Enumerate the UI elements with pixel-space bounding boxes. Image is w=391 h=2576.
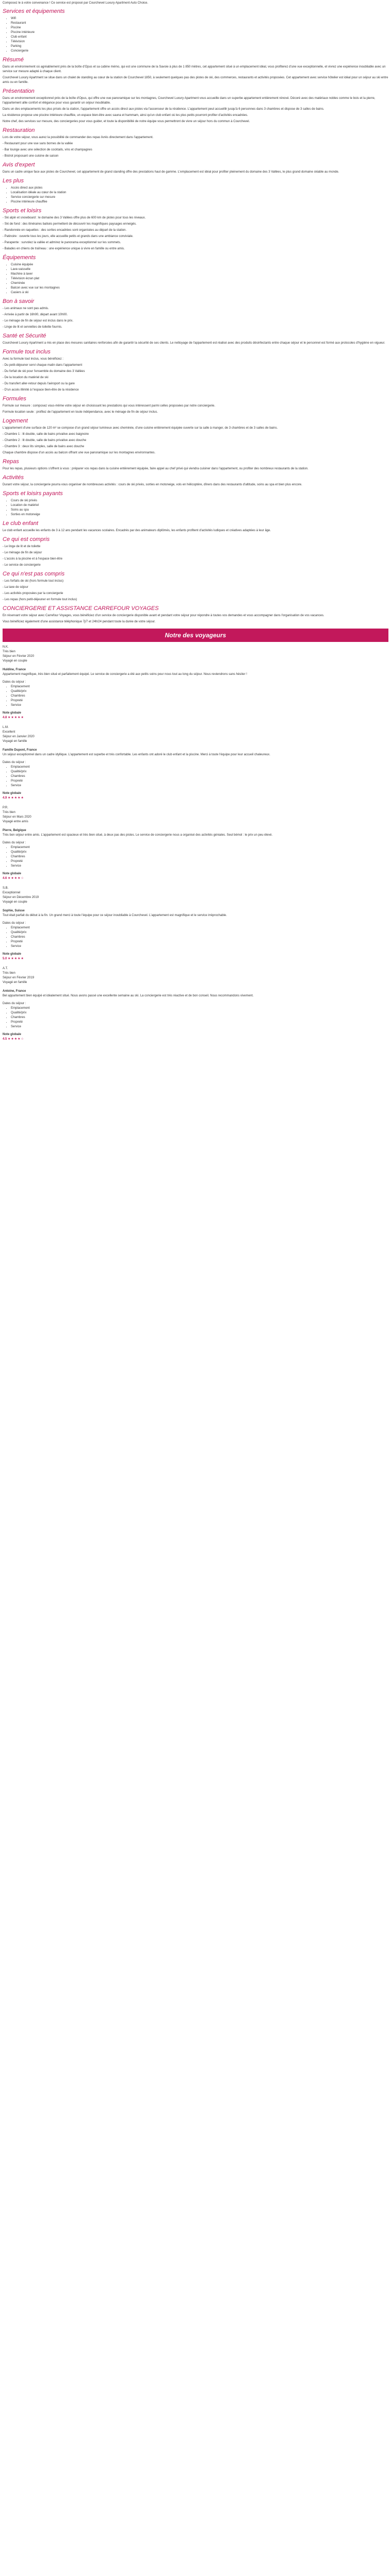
review-criterion: • Emplacement xyxy=(11,1006,388,1011)
review-field: Séjour en Janvier 2020 xyxy=(3,735,35,738)
review-heading: Note globale xyxy=(3,1033,22,1036)
section-title: Les plus xyxy=(3,178,24,184)
list-item: • Sorties en motoneige xyxy=(11,513,388,517)
review-heading: Note globale xyxy=(3,953,22,956)
review-criterion: • Qualité/prix xyxy=(11,930,388,935)
review-criteria xyxy=(3,685,388,708)
star-rating-icon: ★★★★★ xyxy=(8,796,24,800)
section-title: Présentation xyxy=(3,88,35,94)
paragraph: Formule sur mesure : composez vous-même votre séjour en choisissant les prestations qui vous intéressent parmi celles proposées par notre conciergerie. xyxy=(3,404,216,408)
review-field: Voyagé en famille xyxy=(3,981,27,984)
section-title: Logement xyxy=(3,418,28,424)
review-dates-label: Dates du séjour : xyxy=(3,761,26,764)
paragraph: Courchevel Luxury Apartment a mis en place des mesures sanitaires renforcées afin de garantir la sécurité de ses clients. Le nettoyage de l'appartement est réalisé avec des produits désinfectants entre chaque séjour et le personnel est formé aux protocoles d'hygiène en vigueur. xyxy=(3,342,385,345)
review-text: Bel appartement bien équipé et idéalement situé. Nous avons passé une excellente semaine au ski. La conciergerie est très réactive et de bon conseil. Nous recommandons vivement. xyxy=(3,994,254,997)
review-criteria xyxy=(3,1006,388,1029)
paragraph: - Du petit-déjeuner servi chaque matin dans l'appartement xyxy=(3,364,83,367)
review-field: P.R. xyxy=(3,806,8,809)
equipements-section xyxy=(3,255,388,295)
paragraph: Durant votre séjour, la conciergerie pourra vous organiser de nombreuses activités : cours de ski privés, sorties en motoneige, vols en hélicoptère, dîners dans des restaurants d'altitude, soins au spa et bien plus encore. xyxy=(3,483,302,486)
review-dates-label: Dates du séjour : xyxy=(3,922,26,925)
paragraph: Le club enfant accueille les enfants de 3 à 12 ans pendant les vacances scolaires. Encadrés par des animateurs diplômés, les enfants profitent d'activités ludiques et créatives adaptées à leur âge. xyxy=(3,529,271,532)
list-item: • Télévision écran plat xyxy=(11,277,388,281)
review-field: Séjour en Décembre 2019 xyxy=(3,896,39,899)
review-field: Exceptionnel xyxy=(3,891,21,894)
paragraph: - Randonnée en raquettes : des sorties encadrées sont organisées au départ de la station. xyxy=(3,229,127,232)
paragraph: Lors de votre séjour, vous aurez la possibilité de commander des repas livrés directement dans l'appartement. xyxy=(3,136,154,139)
paragraph: - La taxe de séjour xyxy=(3,586,28,589)
avis-section xyxy=(3,162,388,175)
section-title: Formules xyxy=(3,396,26,402)
sante-section xyxy=(3,333,388,346)
review-criteria xyxy=(3,845,388,869)
list-item: • Localisation idéale au cœur de la station xyxy=(11,191,388,195)
paragraph: Courchevel Luxury Apartment se situe dans un chalet de standing au cœur de la station de Courchevel 1850, à seulement quelques pas des pistes de ski, des commerces, restaurants et activités proposées. Cet appartement avec service hôtelier est idéal pour un séjour au ski entre amis ou en famille. xyxy=(3,76,388,84)
list-item: • Casiers à ski xyxy=(11,291,388,295)
paragraph: - Du transfert aller-retour depuis l'aéroport ou la gare xyxy=(3,382,75,385)
paragraph: - Ski alpin et snowboard : le domaine des 3 Vallées offre plus de 600 km de pistes pour tous les niveaux. xyxy=(3,216,146,219)
review-field: Voyagé en couple xyxy=(3,901,27,904)
review-criterion: • Emplacement xyxy=(11,685,388,689)
resume-section xyxy=(3,57,388,85)
non-compris-section xyxy=(3,571,388,602)
review-field: Séjour en Février 2019 xyxy=(3,976,35,979)
review-criterion: • Chambres xyxy=(11,774,388,779)
review-field: Voyagé en famille xyxy=(3,740,27,743)
paragraph: - Bar lounge avec une sélection de cocktails, vins et champagnes xyxy=(3,148,92,151)
review-criterion: • Qualité/prix xyxy=(11,689,388,694)
sports-payants-list xyxy=(3,499,388,517)
plus-list xyxy=(3,186,388,205)
reviews-list xyxy=(3,645,388,1042)
review-criterion: • Chambres xyxy=(11,935,388,940)
review-field: Excellent xyxy=(3,731,15,734)
list-item: • Machine à laver xyxy=(11,272,388,277)
review-author: Huldine, France xyxy=(3,668,26,671)
list-item: • Location de matériel xyxy=(11,503,388,508)
review-criterion: • Service xyxy=(11,1025,388,1029)
paragraph: Dans un environnement exceptionnel près de la boîte d'Opus, qui offre une vue panoramique sur les montagnes, Courchevel Luxury Apartment vous accueille dans un superbe appartement entièrement rénové. Décoré avec des matériaux nobles comme le bois et la pierre, l'appartement allie confort et élégance pour vous garantir un séjour inoubliable. xyxy=(3,97,376,105)
section-title: Ce qui n'est pas compris xyxy=(3,571,65,577)
section-title: Le club enfant xyxy=(3,520,39,527)
list-item: • Balcon avec vue sur les montagnes xyxy=(11,286,388,291)
review-criterion: • Chambres xyxy=(11,855,388,859)
review-rating: 4.5 xyxy=(3,1038,7,1041)
paragraph: Dans un cadre unique face aux pistes de Courchevel, cet appartement de grand standing offre des prestations haut de gamme. L'emplacement est idéal pour profiter pleinement du domaine des 3 Vallées, le plus grand domaine skiable au monde. xyxy=(3,171,339,174)
section-title: Formule tout inclus xyxy=(3,349,51,355)
star-rating-icon: ★★★★★ xyxy=(8,716,24,719)
section-title: Services et équipements xyxy=(3,8,65,14)
review-field: A.T. xyxy=(3,967,8,970)
section-title: Résumé xyxy=(3,57,24,63)
review-criterion: • Service xyxy=(11,784,388,788)
paragraph: - Balades en chiens de traîneau : une expérience unique à vivre en famille ou entre amis. xyxy=(3,247,125,250)
review-item xyxy=(3,725,388,801)
paragraph: - Le ménage de fin de séjour est inclus dans le prix. xyxy=(3,319,74,323)
section-title: Bon à savoir xyxy=(3,298,35,304)
list-item: • Club enfant xyxy=(11,35,388,40)
list-item: • Conciergerie xyxy=(11,49,388,54)
paragraph: Notre chef, des services sur mesure, des conciergeries pour vous guider, et toute la disponibilité de notre équipe vous permettront de vivre un séjour hors du commun à Courchevel. xyxy=(3,120,250,123)
section-title: Repas xyxy=(3,459,19,465)
review-rating: 4.8 xyxy=(3,716,7,719)
review-heading: Note globale xyxy=(3,792,22,795)
list-item: • Piscine intérieure xyxy=(11,30,388,35)
activites-section xyxy=(3,474,388,487)
plus-section xyxy=(3,178,388,205)
paragraph: Chaque chambre dispose d'un accès au balcon offrant une vue panoramique sur les montagnes environnantes. xyxy=(3,451,156,454)
paragraph: - Parapente : survolez la vallée et admirez le panorama exceptionnel sur les sommets. xyxy=(3,241,121,244)
paragraph: Vous bénéficiez également d'une assistance téléphonique 7j/7 et 24h/24 pendant toute la durée de votre séjour. xyxy=(3,620,156,623)
paragraph: - De la location du matériel de ski xyxy=(3,376,48,379)
review-field: Voyagé entre amis xyxy=(3,820,28,823)
list-item: • Parking xyxy=(11,44,388,49)
review-criterion: • Emplacement xyxy=(11,845,388,850)
paragraph: - Le ménage de fin de séjour xyxy=(3,551,42,554)
review-dates-label: Dates du séjour : xyxy=(3,1002,26,1005)
review-field: Séjour en Février 2020 xyxy=(3,655,35,658)
services-section xyxy=(3,8,388,54)
compris-section xyxy=(3,536,388,568)
paragraph: - L'accès à la piscine et à l'espace bien-être xyxy=(3,557,63,561)
section-title: CONCIERGERIE ET ASSISTANCE CARREFOUR VOYAGES xyxy=(3,605,159,612)
review-item xyxy=(3,645,388,720)
paragraph: - Patinoire : ouverte tous les jours, elle accueille petits et grands dans une ambiance conviviale. xyxy=(3,235,134,238)
formules-section xyxy=(3,396,388,415)
review-field: Séjour en Mars 2020 xyxy=(3,816,31,819)
section-title: Santé et Sécurité xyxy=(3,333,46,339)
logement-section xyxy=(3,418,388,455)
paragraph: Avec la formule tout inclus, vous bénéficiez : xyxy=(3,358,63,361)
review-criterion: • Chambres xyxy=(11,1015,388,1020)
review-criteria xyxy=(3,926,388,949)
formule-section xyxy=(3,349,388,393)
section-title: Avis d'expert xyxy=(3,162,35,168)
review-field: Très bien xyxy=(3,650,15,653)
review-text: Très bon séjour entre amis. L'appartement est spacieux et très bien situé, à deux pas des pistes. Le service de conciergerie nous a organisé des activités géniales. Seul bémol : le prix un peu élevé. xyxy=(3,834,273,837)
section-title: Sports et loisirs payants xyxy=(3,490,63,497)
paragraph: - Ski de fond : des itinéraires balisés permettent de découvrir les magnifiques paysages enneigés. xyxy=(3,223,137,226)
review-author: Antoine, France xyxy=(3,990,26,993)
paragraph: - D'un accès illimité à l'espace bien-être de la résidence xyxy=(3,388,79,392)
list-item: • Lave-vaisselle xyxy=(11,267,388,272)
review-criterion: • Service xyxy=(11,703,388,708)
restauration-section xyxy=(3,127,388,159)
review-text: Tout était parfait du début à la fin. Un grand merci à toute l'équipe pour ce séjour inoubliable à Courchevel. L'appartement est magnifique et le service irréprochable. xyxy=(3,914,227,917)
paragraph: - Les activités proposées par la conciergerie xyxy=(3,592,63,595)
page xyxy=(0,0,391,1042)
paragraph: Dans un environnement où agréablement près de la boîte d'Opus et sa cabine mémo, qui est une commune de la Savoie à plus de 1 850 mètres, cet appartement situé à un emplacement idéal, vous profiterez d'une vue exceptionnelle, et vivrez une expérience inoubliable avec un service sur mesure adapté à chaque client. xyxy=(3,65,386,73)
review-heading: Note globale xyxy=(3,872,22,875)
review-heading: Note globale xyxy=(3,711,22,715)
services-list xyxy=(3,16,388,54)
star-rating-icon: ★★★★☆ xyxy=(8,877,24,880)
list-item: • Télévision xyxy=(11,40,388,44)
review-field: Très bien xyxy=(3,811,15,814)
paragraph: - Bistrot proposant une cuisine de saison xyxy=(3,155,59,158)
paragraph: - Les forfaits de ski (hors formule tout inclus) xyxy=(3,580,64,583)
review-rating: 5.0 xyxy=(3,957,7,960)
paragraph: - Arrivée à partir de 16h00, départ avant 10h00. xyxy=(3,313,68,316)
review-dates-label: Dates du séjour : xyxy=(3,841,26,844)
paragraph: - Du forfait de ski pour l'ensemble du domaine des 3 Vallées xyxy=(3,370,85,373)
review-criterion: • Propreté xyxy=(11,779,388,784)
review-rating: 4.9 xyxy=(3,796,7,800)
intro-text: Composez le à votre convenance ! Ce service est proposé par Courchevel Luxury Apartment Auto Choice. xyxy=(3,2,149,5)
paragraph: - Restaurant pour une vue sans bornes de la vallée xyxy=(3,142,73,145)
review-author: Pierre, Belgique xyxy=(3,829,26,832)
sports-payants-section xyxy=(3,490,388,517)
review-criteria xyxy=(3,765,388,788)
list-item: • Accès direct aux pistes xyxy=(11,186,388,191)
review-criterion: • Emplacement xyxy=(11,926,388,930)
sports-section xyxy=(3,208,388,251)
review-item xyxy=(3,806,388,881)
review-criterion: • Chambres xyxy=(11,694,388,699)
review-field: S.B. xyxy=(3,887,9,890)
paragraph: - Chambre 1 : lit double, salle de bains privative avec baignoire xyxy=(3,433,89,436)
paragraph: - Linge de lit et serviettes de toilette fournis. xyxy=(3,326,62,329)
review-author: Sophie, Suisse xyxy=(3,909,25,912)
section-title: Activités xyxy=(3,474,24,481)
paragraph: - Le linge de lit et de toilette xyxy=(3,545,41,548)
list-item: • Service conciergerie sur mesure xyxy=(11,195,388,200)
list-item: • Cuisine équipée xyxy=(11,263,388,267)
paragraph: - Les animaux ne sont pas admis. xyxy=(3,307,49,310)
section-title: Sports et loisirs xyxy=(3,208,42,214)
review-criterion: • Propreté xyxy=(11,940,388,944)
list-item: • Wifi xyxy=(11,16,388,21)
review-author: Famille Dupont, France xyxy=(3,749,37,752)
list-item: • Soins au spa xyxy=(11,508,388,513)
paragraph: - Chambre 2 : lit double, salle de bains privative avec douche xyxy=(3,439,87,442)
review-criterion: • Emplacement xyxy=(11,765,388,770)
list-item: • Cheminée xyxy=(11,281,388,286)
paragraph: Dans un des emplacements les plus prisés de la station, l'appartement offre un accès direct aux pistes via l'ascenseur de la résidence. L'appartement peut accueillir jusqu'à 6 personnes dans 3 chambres et dispose de 3 salles de bains. xyxy=(3,108,324,111)
paragraph: - Chambre 3 : deux lits simples, salle de bains avec douche xyxy=(3,445,85,448)
list-item: • Cours de ski privés xyxy=(11,499,388,503)
equipements-list xyxy=(3,263,388,295)
paragraph: - Les repas (hors petit-déjeuner en formule tout inclus) xyxy=(3,598,77,601)
review-field: Très bien xyxy=(3,972,15,975)
paragraph: Formule location seule : profitez de l'appartement en toute indépendance, avec le ménage de fin de séjour inclus. xyxy=(3,411,158,414)
reviews-banner: Notre des voyageurs xyxy=(3,629,388,642)
review-criterion: • Propreté xyxy=(11,1020,388,1025)
star-rating-icon: ★★★★★ xyxy=(8,957,24,960)
list-item: • Piscine intérieure chauffée xyxy=(11,200,388,205)
review-criterion: • Qualité/prix xyxy=(11,850,388,855)
club-enfant-section xyxy=(3,520,388,533)
bon-a-savoir-section xyxy=(3,298,388,330)
review-criterion: • Propreté xyxy=(11,699,388,703)
paragraph: L'appartement d'une surface de 120 m² se compose d'un grand séjour lumineux avec cheminée, d'une cuisine entièrement équipée ouverte sur la salle à manger, de 3 chambres et de 3 salles de bains. xyxy=(3,427,278,430)
section-title: Ce qui est compris xyxy=(3,536,50,543)
review-criterion: • Qualité/prix xyxy=(11,1011,388,1015)
paragraph: La résidence propose une piscine intérieure chauffée, un espace bien-être avec sauna et hammam, ainsi qu'un club enfant où les plus petits pourront profiter d'activités encadrées. xyxy=(3,114,248,117)
section-title: Équipements xyxy=(3,255,36,261)
review-item xyxy=(3,967,388,1042)
review-rating: 4.6 xyxy=(3,877,7,880)
review-field: N.K. xyxy=(3,646,9,649)
review-text: Appartement magnifique, très bien situé et parfaitement équipé. Le service de conciergerie a été aux petits soins pour nous tout au long du séjour. Nous reviendrons sans hésiter ! xyxy=(3,673,247,676)
paragraph: - Le service de conciergerie xyxy=(3,564,41,567)
list-item: • Restaurant xyxy=(11,21,388,26)
section-title: Restauration xyxy=(3,127,35,133)
list-item: • Piscine xyxy=(11,26,388,30)
presentation-section xyxy=(3,88,388,124)
repas-section xyxy=(3,459,388,471)
review-text: Un séjour exceptionnel dans un cadre idyllique. L'appartement est superbe et très confortable. Les enfants ont adoré le club enfant et la piscine. Merci à toute l'équipe pour leur accueil chaleureux. xyxy=(3,753,270,756)
review-field: L.M. xyxy=(3,726,9,729)
paragraph: En réservant votre séjour avec Carrefour Voyages, vous bénéficiez d'un service de conciergerie disponible avant et pendant votre séjour pour répondre à toutes vos demandes et vous accompagner dans l'organisation de vos vacances. xyxy=(3,614,324,617)
conciergerie-section xyxy=(3,605,388,624)
review-criterion: • Propreté xyxy=(11,859,388,864)
review-criterion: • Qualité/prix xyxy=(11,770,388,774)
review-criterion: • Service xyxy=(11,864,388,869)
review-item xyxy=(3,886,388,961)
review-field: Voyagé en couple xyxy=(3,659,27,663)
paragraph: Pour les repas, plusieurs options s'offrent à vous : préparer vos repas dans la cuisine entièrement équipée, faire appel au chef privé qui viendra cuisiner dans l'appartement, ou profiter des nombreux restaurants de la station. xyxy=(3,467,308,470)
star-rating-icon: ★★★★☆ xyxy=(8,1038,24,1041)
review-dates-label: Dates du séjour : xyxy=(3,681,26,684)
review-criterion: • Service xyxy=(11,944,388,949)
